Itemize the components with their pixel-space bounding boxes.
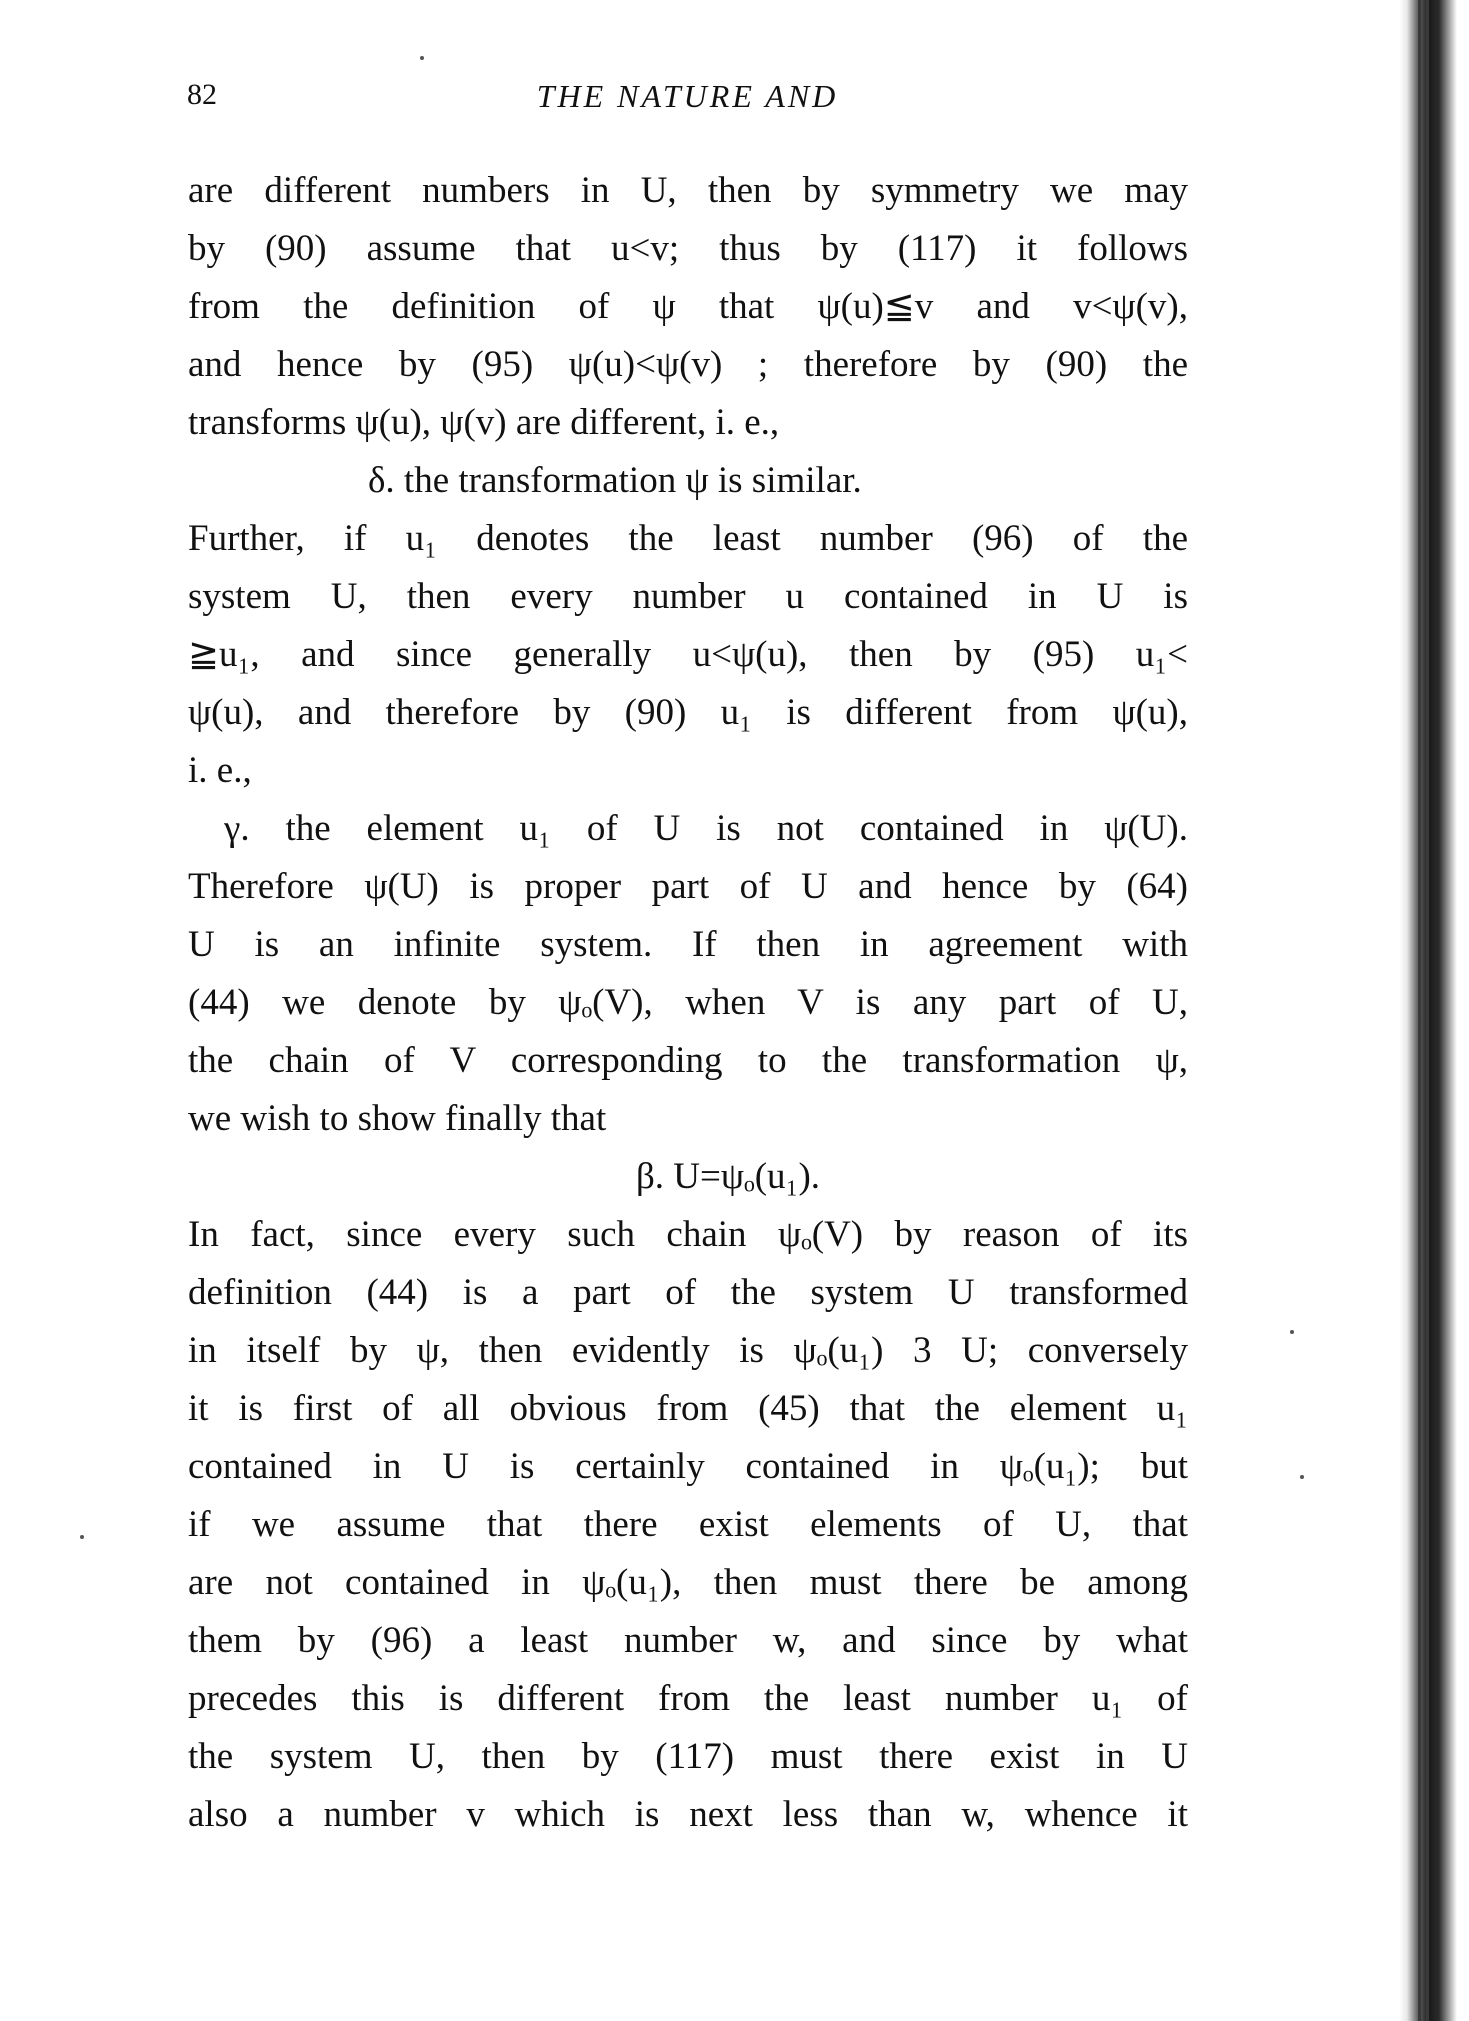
text-line: it is first of all obvious from (45) that the element u₁ [188, 1388, 1188, 1429]
print-speck [1300, 1475, 1304, 1479]
text-line: the chain of V corresponding to the transformation ψ, [188, 1040, 1188, 1081]
text-line: from the definition of ψ that ψ(u)≦v and v<ψ(v), [188, 286, 1188, 327]
page-gutter-shadow [1399, 0, 1469, 2021]
print-speck [80, 1535, 84, 1539]
text-line: them by (96) a least number w, and since by what [188, 1620, 1188, 1661]
print-speck [420, 56, 424, 60]
page-number: 82 [187, 78, 217, 111]
running-title: THE NATURE AND [536, 78, 839, 114]
text-line: definition (44) is a part of the system U transformed [188, 1272, 1188, 1313]
text-line: are not contained in ψₒ(u₁), then must there be among [188, 1562, 1188, 1603]
body-text [188, 162, 1188, 1844]
text-line: and hence by (95) ψ(u)<ψ(v) ; therefore by (90) the [188, 344, 1188, 385]
text-line: ψ(u), and therefore by (90) u₁ is different from ψ(u), [188, 692, 1188, 733]
text-line: δ. the transformation ψ is similar. [368, 460, 862, 501]
text-line: if we assume that there exist elements of U, that [188, 1504, 1188, 1545]
text-line: Therefore ψ(U) is proper part of U and hence by (64) [188, 866, 1188, 907]
text-line: transforms ψ(u), ψ(v) are different, i. e., [188, 402, 780, 443]
text-line: Further, if u₁ denotes the least number (96) of the [188, 518, 1188, 559]
text-line: (44) we denote by ψₒ(V), when V is any part of U, [188, 982, 1188, 1023]
text-line: also a number v which is next less than w, whence it [188, 1794, 1188, 1835]
print-speck [1290, 1330, 1294, 1334]
gutter-line [1418, 0, 1421, 2021]
text-line: contained in U is certainly contained in ψₒ(u₁); but [188, 1446, 1188, 1487]
text-line: we wish to show finally that [188, 1098, 607, 1139]
text-line: by (90) assume that u<v; thus by (117) it follows [188, 228, 1188, 269]
text-line: In fact, since every such chain ψₒ(V) by reason of its [188, 1214, 1188, 1255]
text-line: in itself by ψ, then evidently is ψₒ(u₁) 3 U; conversely [188, 1330, 1188, 1371]
text-line: β. U=ψₒ(u₁). [635, 1156, 821, 1197]
text-line: are different numbers in U, then by symmetry we may [188, 170, 1188, 211]
text-line: system U, then every number u contained in U is [188, 576, 1188, 617]
text-line: ≧u₁, and since generally u<ψ(u), then by (95) u₁< [188, 634, 1188, 675]
gutter-line [1426, 0, 1429, 2021]
text-line: γ. the element u₁ of U is not contained in ψ(U). [224, 808, 1188, 849]
text-line: U is an infinite system. If then in agreement with [188, 924, 1188, 965]
text-line: i. e., [188, 750, 252, 791]
text-line: the system U, then by (117) must there exist in U [188, 1736, 1188, 1777]
text-line: precedes this is different from the least number u₁ of [188, 1678, 1188, 1719]
